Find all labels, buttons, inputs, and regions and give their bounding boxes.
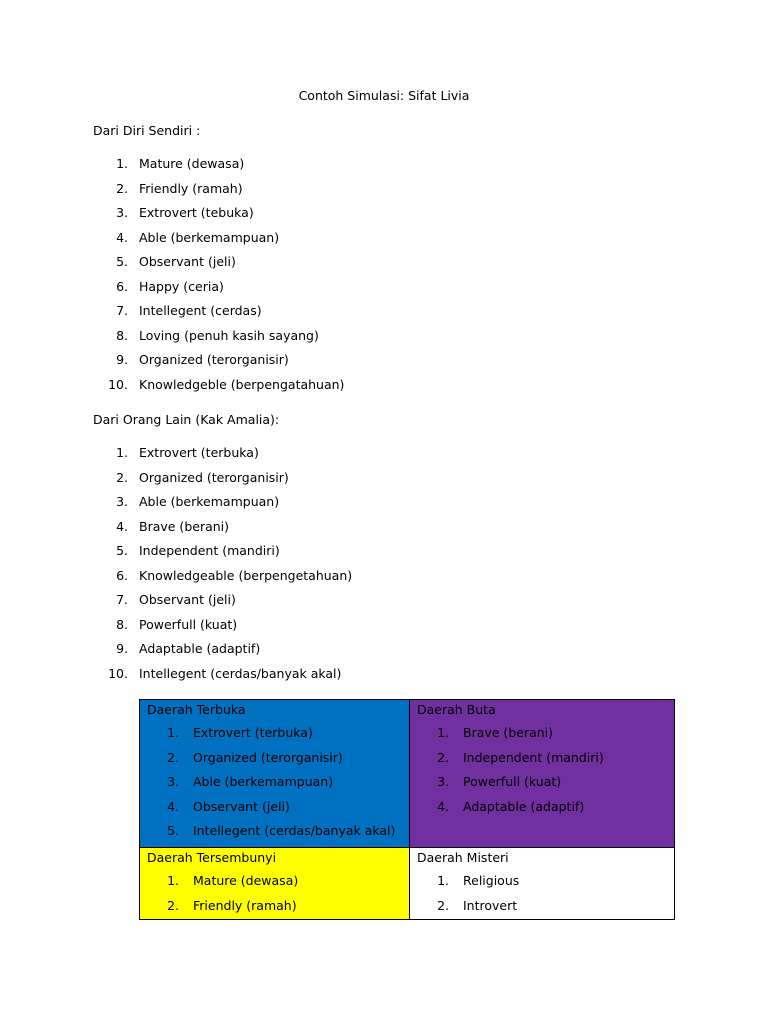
list-item	[93, 662, 342, 687]
list-text: Friendly (ramah)	[139, 180, 243, 196]
others-list	[93, 441, 353, 686]
list-number: 5.	[116, 543, 128, 558]
list-text: Brave (berani)	[139, 518, 230, 534]
list-item	[93, 441, 259, 466]
list-text: Intellegent (cerdas/banyak akal)	[193, 823, 396, 838]
list-text: Knowledgeable (berpengetahuan)	[139, 567, 353, 583]
unknown-area-title: Daerah Misteri	[417, 850, 509, 865]
unknown-area-list	[417, 869, 520, 918]
list-item	[417, 770, 562, 795]
list-text: Able (berkemampuan)	[139, 494, 280, 509]
others-heading: Dari Orang Lain (Kak Amalia):	[93, 412, 280, 427]
list-text: Intellegent (cerdas)	[139, 303, 262, 318]
unknown-area-cell	[410, 848, 674, 919]
list-item	[93, 201, 254, 226]
list-item	[417, 869, 520, 894]
list-item	[417, 746, 604, 771]
open-area-title: Daerah Terbuka	[147, 702, 246, 717]
list-number: 10.	[108, 376, 128, 392]
list-item	[147, 721, 313, 746]
list-item	[93, 250, 236, 275]
list-item	[417, 894, 518, 919]
list-text: Adaptable (adaptif)	[463, 798, 585, 814]
list-number: 4.	[116, 229, 128, 245]
list-item	[93, 299, 262, 324]
list-item	[147, 894, 297, 919]
list-item	[147, 819, 396, 844]
list-number: 4.	[437, 798, 449, 814]
list-number: 6.	[116, 278, 128, 294]
list-item	[147, 770, 334, 795]
list-number: 10.	[108, 665, 128, 681]
list-number: 3.	[437, 774, 449, 789]
list-item	[147, 795, 290, 820]
list-text: Extrovert (terbuka)	[193, 725, 313, 740]
list-number: 4.	[116, 518, 128, 534]
list-item	[93, 490, 280, 515]
list-number: 9.	[116, 352, 128, 367]
list-item	[93, 324, 319, 349]
list-text: Organized (terorganisir)	[139, 352, 289, 367]
list-item	[93, 177, 243, 202]
open-area-list	[147, 721, 396, 844]
list-text: Able (berkemampuan)	[139, 229, 280, 245]
list-number: 1.	[437, 873, 449, 888]
list-text: Introvert	[463, 897, 518, 913]
self-list	[93, 152, 345, 397]
list-text: Independent (mandiri)	[139, 543, 280, 558]
list-number: 4.	[167, 798, 179, 814]
blind-area-cell	[410, 700, 674, 848]
list-item	[93, 564, 353, 589]
blind-area-title: Daerah Buta	[417, 702, 496, 717]
list-text: Observant (jeli)	[139, 592, 236, 607]
list-number: 1.	[167, 725, 179, 740]
list-text: Observant (jeli)	[139, 254, 236, 269]
list-number: 3.	[116, 494, 128, 509]
list-text: Powerfull (kuat)	[463, 774, 562, 789]
list-number: 1.	[116, 445, 128, 460]
list-number: 8.	[116, 327, 128, 343]
list-text: Independent (mandiri)	[463, 749, 604, 765]
list-number: 1.	[437, 725, 449, 740]
list-item	[93, 466, 289, 491]
list-item	[147, 869, 299, 894]
list-text: Intellegent (cerdas/banyak akal)	[139, 665, 342, 681]
list-item	[93, 152, 245, 177]
list-item	[93, 613, 238, 638]
list-item	[417, 721, 554, 746]
blind-area-list	[417, 721, 604, 819]
list-text: Extrovert (terbuka)	[139, 445, 259, 460]
list-text: Organized (terorganisir)	[139, 469, 289, 485]
list-text: Knowledgeble (berpengatahuan)	[139, 376, 345, 392]
list-number: 3.	[116, 205, 128, 220]
list-text: Observant (jeli)	[193, 798, 290, 814]
hidden-area-title: Daerah Tersembunyi	[147, 850, 277, 865]
list-number: 3.	[167, 774, 179, 789]
hidden-area-list	[147, 869, 299, 918]
list-number: 2.	[437, 749, 449, 765]
list-text: Powerfull (kuat)	[139, 616, 238, 632]
list-number: 8.	[116, 616, 128, 632]
list-text: Adaptable (adaptif)	[139, 641, 261, 656]
list-text: Organized (terorganisir)	[193, 749, 343, 765]
list-text: Brave (berani)	[463, 725, 554, 740]
list-number: 1.	[167, 873, 179, 888]
list-number: 7.	[116, 303, 128, 318]
list-number: 9.	[116, 641, 128, 656]
list-item	[93, 275, 224, 300]
list-text: Mature (dewasa)	[193, 873, 299, 888]
list-item	[93, 515, 230, 540]
list-number: 2.	[437, 897, 449, 913]
list-number: 1.	[116, 156, 128, 171]
list-item	[93, 588, 236, 613]
list-item	[93, 348, 289, 373]
list-number: 2.	[116, 469, 128, 485]
self-heading: Dari Diri Sendiri :	[93, 123, 201, 138]
list-item	[417, 795, 585, 820]
list-item	[93, 637, 261, 662]
list-number: 5.	[167, 823, 179, 838]
open-area-cell	[140, 700, 410, 848]
list-number: 2.	[116, 180, 128, 196]
list-number: 7.	[116, 592, 128, 607]
hidden-area-cell	[140, 848, 410, 919]
document-title: Contoh Simulasi: Sifat Livia	[298, 88, 470, 103]
list-number: 2.	[167, 749, 179, 765]
list-text: Happy (ceria)	[139, 278, 224, 294]
list-text: Extrovert (tebuka)	[139, 205, 254, 220]
list-text: Mature (dewasa)	[139, 156, 245, 171]
list-item	[93, 373, 345, 398]
list-number: 2.	[167, 897, 179, 913]
list-item	[147, 746, 343, 771]
list-text: Friendly (ramah)	[193, 897, 297, 913]
list-item	[93, 539, 280, 564]
johari-window-table	[139, 699, 675, 920]
list-text: Loving (penuh kasih sayang)	[139, 327, 319, 343]
list-number: 5.	[116, 254, 128, 269]
list-text: Religious	[463, 873, 520, 888]
list-number: 6.	[116, 567, 128, 583]
list-item	[93, 226, 280, 251]
list-text: Able (berkemampuan)	[193, 774, 334, 789]
